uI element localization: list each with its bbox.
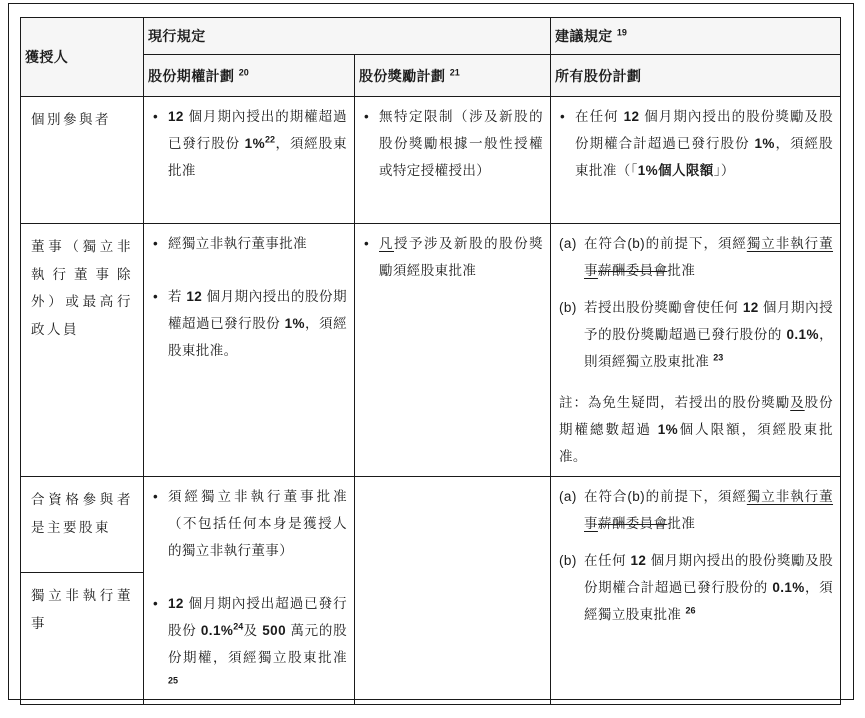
bullet-marker: • <box>364 236 370 251</box>
text-segment: ，須經獨立股東批准 <box>584 580 833 622</box>
footnote-ref: 26 <box>685 605 696 616</box>
subheader-all-share-schemes <box>551 55 841 97</box>
text-paragraph <box>555 22 836 50</box>
text-segment: 薪酬委員會 <box>597 516 668 531</box>
text-segment: 授予涉及新股的股份獎勵須經股東批准 <box>379 236 544 278</box>
text-segment: ，則須經獨立股東批准 <box>584 327 834 369</box>
bullet-item <box>363 230 543 284</box>
header-current-rules <box>144 18 551 55</box>
row-directors-chief-executive <box>21 224 841 477</box>
text-segment: 建議規定 <box>555 28 617 44</box>
text-segment: 及 <box>790 395 805 410</box>
cell-substantial-shareholder-label <box>21 477 144 573</box>
bullet-item <box>559 103 833 184</box>
bullet-item <box>152 590 352 698</box>
footnote-ref: 25 <box>168 675 179 686</box>
text-segment: 12 <box>742 300 759 315</box>
subheader-share-award-schemes <box>355 55 551 97</box>
text-segment: 12 <box>168 109 184 124</box>
text-paragraph <box>31 233 133 344</box>
item-label: (b) <box>559 553 577 568</box>
text-segment: 凡 <box>379 236 395 251</box>
text-segment: 個月期內授出的期權超過已發行股份 <box>168 109 347 151</box>
header-grantee <box>21 18 144 97</box>
labeled-item <box>559 483 833 537</box>
text-segment: 12 <box>630 553 647 568</box>
bullet-marker: • <box>364 109 370 124</box>
footnote-ref: 23 <box>713 352 724 363</box>
cell-substantial-ined-option-rule <box>144 477 355 705</box>
text-segment: 批准 <box>667 263 696 278</box>
text-segment: 在任何 <box>575 109 624 124</box>
text-segment: 500 <box>262 623 286 638</box>
text-paragraph <box>555 62 836 90</box>
bullet-marker: • <box>153 596 159 611</box>
bullet-item <box>363 103 543 184</box>
text-segment: 及 <box>243 623 263 638</box>
bullet-marker: • <box>153 289 159 304</box>
text-segment: 個月期內授出超過已發行股份 <box>168 596 347 638</box>
text-segment: 現行規定 <box>148 28 206 44</box>
text-segment: 合資格參與者是主要股東 <box>31 492 133 535</box>
text-segment: 個月期內授予的股份獎勵超過已發行股份的 <box>584 300 834 342</box>
cell-individual-participants-label <box>21 97 144 224</box>
text-segment: 個月期內授出的股份獎勵及股份期權合計超過已發行股份 <box>575 109 833 151</box>
text-segment: 獨立非執行董事 <box>31 588 133 631</box>
text-segment: 0.1% <box>786 327 819 342</box>
cell-substantial-ined-proposed-rule <box>551 477 841 705</box>
subheader-share-option-schemes <box>144 55 355 97</box>
text-segment: 無特定限制（涉及新股的股份獎勵根據一般性授權或特定授權授出） <box>379 109 544 178</box>
item-label: (b) <box>559 300 577 315</box>
cell-directors-award-rule <box>355 224 551 477</box>
bullet-item <box>152 103 347 184</box>
cell-individual-proposed-rule <box>551 97 841 224</box>
cell-individual-award-rule <box>355 97 551 224</box>
text-segment: 12 <box>623 109 640 124</box>
text-paragraph <box>148 62 350 90</box>
text-paragraph <box>148 22 546 50</box>
cell-directors-label <box>21 224 144 477</box>
text-segment: 在符合(b)的前提下，須經 <box>584 236 747 251</box>
text-segment: ，須經股東批准 <box>168 136 348 178</box>
item-label: (a) <box>559 236 577 251</box>
footnote-ref: 21 <box>449 66 460 77</box>
text-paragraph <box>359 62 546 90</box>
cell-substantial-ined-award-empty <box>355 477 551 705</box>
text-segment: 在符合(b)的前提下，須經 <box>584 489 747 504</box>
text-segment: 須經獨立非執行董事批准（不包括任何本身是獲授人的獨立非執行董事） <box>168 489 347 558</box>
note-paragraph <box>559 389 833 470</box>
text-segment: 個別參與者 <box>31 112 111 127</box>
header-row-1 <box>21 18 841 55</box>
text-segment: 註：為免生疑問，若授出的股份獎勵 <box>559 395 791 410</box>
bullet-marker: • <box>153 236 159 251</box>
bullet-item <box>152 230 347 257</box>
text-segment: 個月期內授出的股份獎勵及股份期權合計超過已發行股份的 <box>584 553 834 595</box>
share-schemes-comparison-table <box>20 17 841 705</box>
item-label: (a) <box>559 489 577 504</box>
text-segment: 薪酬委員會 <box>597 263 668 278</box>
text-segment: 12 <box>168 596 184 611</box>
bullet-marker: • <box>153 109 159 124</box>
text-segment: 獲授人 <box>25 49 69 65</box>
cell-ined-label <box>21 573 144 705</box>
text-segment: 0.1% <box>200 623 234 638</box>
footnote-ref: 22 <box>264 134 275 145</box>
text-segment: 個人限額，須經股東批准。 <box>559 422 834 464</box>
footnote-ref: 19 <box>616 27 627 38</box>
text-segment: 獨立非執行董事 <box>584 489 834 531</box>
text-segment: 若 <box>168 289 187 304</box>
footnote-ref: 24 <box>233 621 244 632</box>
row-individual-participants <box>21 97 841 224</box>
cell-directors-option-rule <box>144 224 355 477</box>
text-segment: 若授出股份獎勵會使任何 <box>584 300 743 315</box>
text-segment: 批准 <box>667 516 696 531</box>
bullet-item <box>152 283 347 364</box>
text-paragraph <box>31 582 133 637</box>
labeled-item <box>559 294 833 375</box>
text-segment: 股份期權總數超過 <box>559 395 834 437</box>
text-segment: ，須經股東批准（「 <box>575 136 834 178</box>
labeled-item <box>559 547 833 628</box>
bullet-item <box>152 483 347 564</box>
header-row-2 <box>21 55 841 97</box>
text-paragraph <box>31 106 133 134</box>
text-segment: 12 <box>186 289 203 304</box>
text-segment: 獨立非執行董事 <box>584 236 834 278</box>
text-segment: 」） <box>713 163 735 178</box>
text-segment: 股份期權計劃 <box>148 67 239 84</box>
text-segment: 1% <box>754 136 775 151</box>
text-segment: 1%個人限額 <box>637 163 714 178</box>
text-segment: ，須經股東批准。 <box>168 316 347 358</box>
footnote-ref: 20 <box>238 66 249 77</box>
text-paragraph <box>31 486 133 541</box>
labeled-item <box>559 230 833 284</box>
row-substantial-shareholder <box>21 477 841 573</box>
text-segment: 股份獎勵計劃 <box>359 67 450 84</box>
text-segment: 所有股份計劃 <box>555 67 642 84</box>
bullet-marker: • <box>153 489 159 504</box>
text-segment: 個月期內授出的股份期權超過已發行股份 <box>168 289 347 331</box>
text-segment: 經獨立非執行董事批准 <box>168 236 307 251</box>
header-proposed-rules <box>551 18 841 55</box>
cell-individual-option-rule <box>144 97 355 224</box>
bullet-marker: • <box>560 109 566 124</box>
text-segment: 萬元的股份期權，須經獨立股東批准 <box>168 623 352 665</box>
text-segment: 1% <box>284 316 305 331</box>
text-segment: 董事（獨立非執行董事除外）或最高行政人員 <box>31 239 133 338</box>
text-segment: 1% <box>244 136 265 151</box>
text-segment: 0.1% <box>772 580 805 595</box>
text-segment: 在任何 <box>584 553 631 568</box>
text-paragraph <box>25 43 139 71</box>
text-segment: 1% <box>657 422 679 437</box>
cell-directors-proposed-rule <box>551 224 841 477</box>
